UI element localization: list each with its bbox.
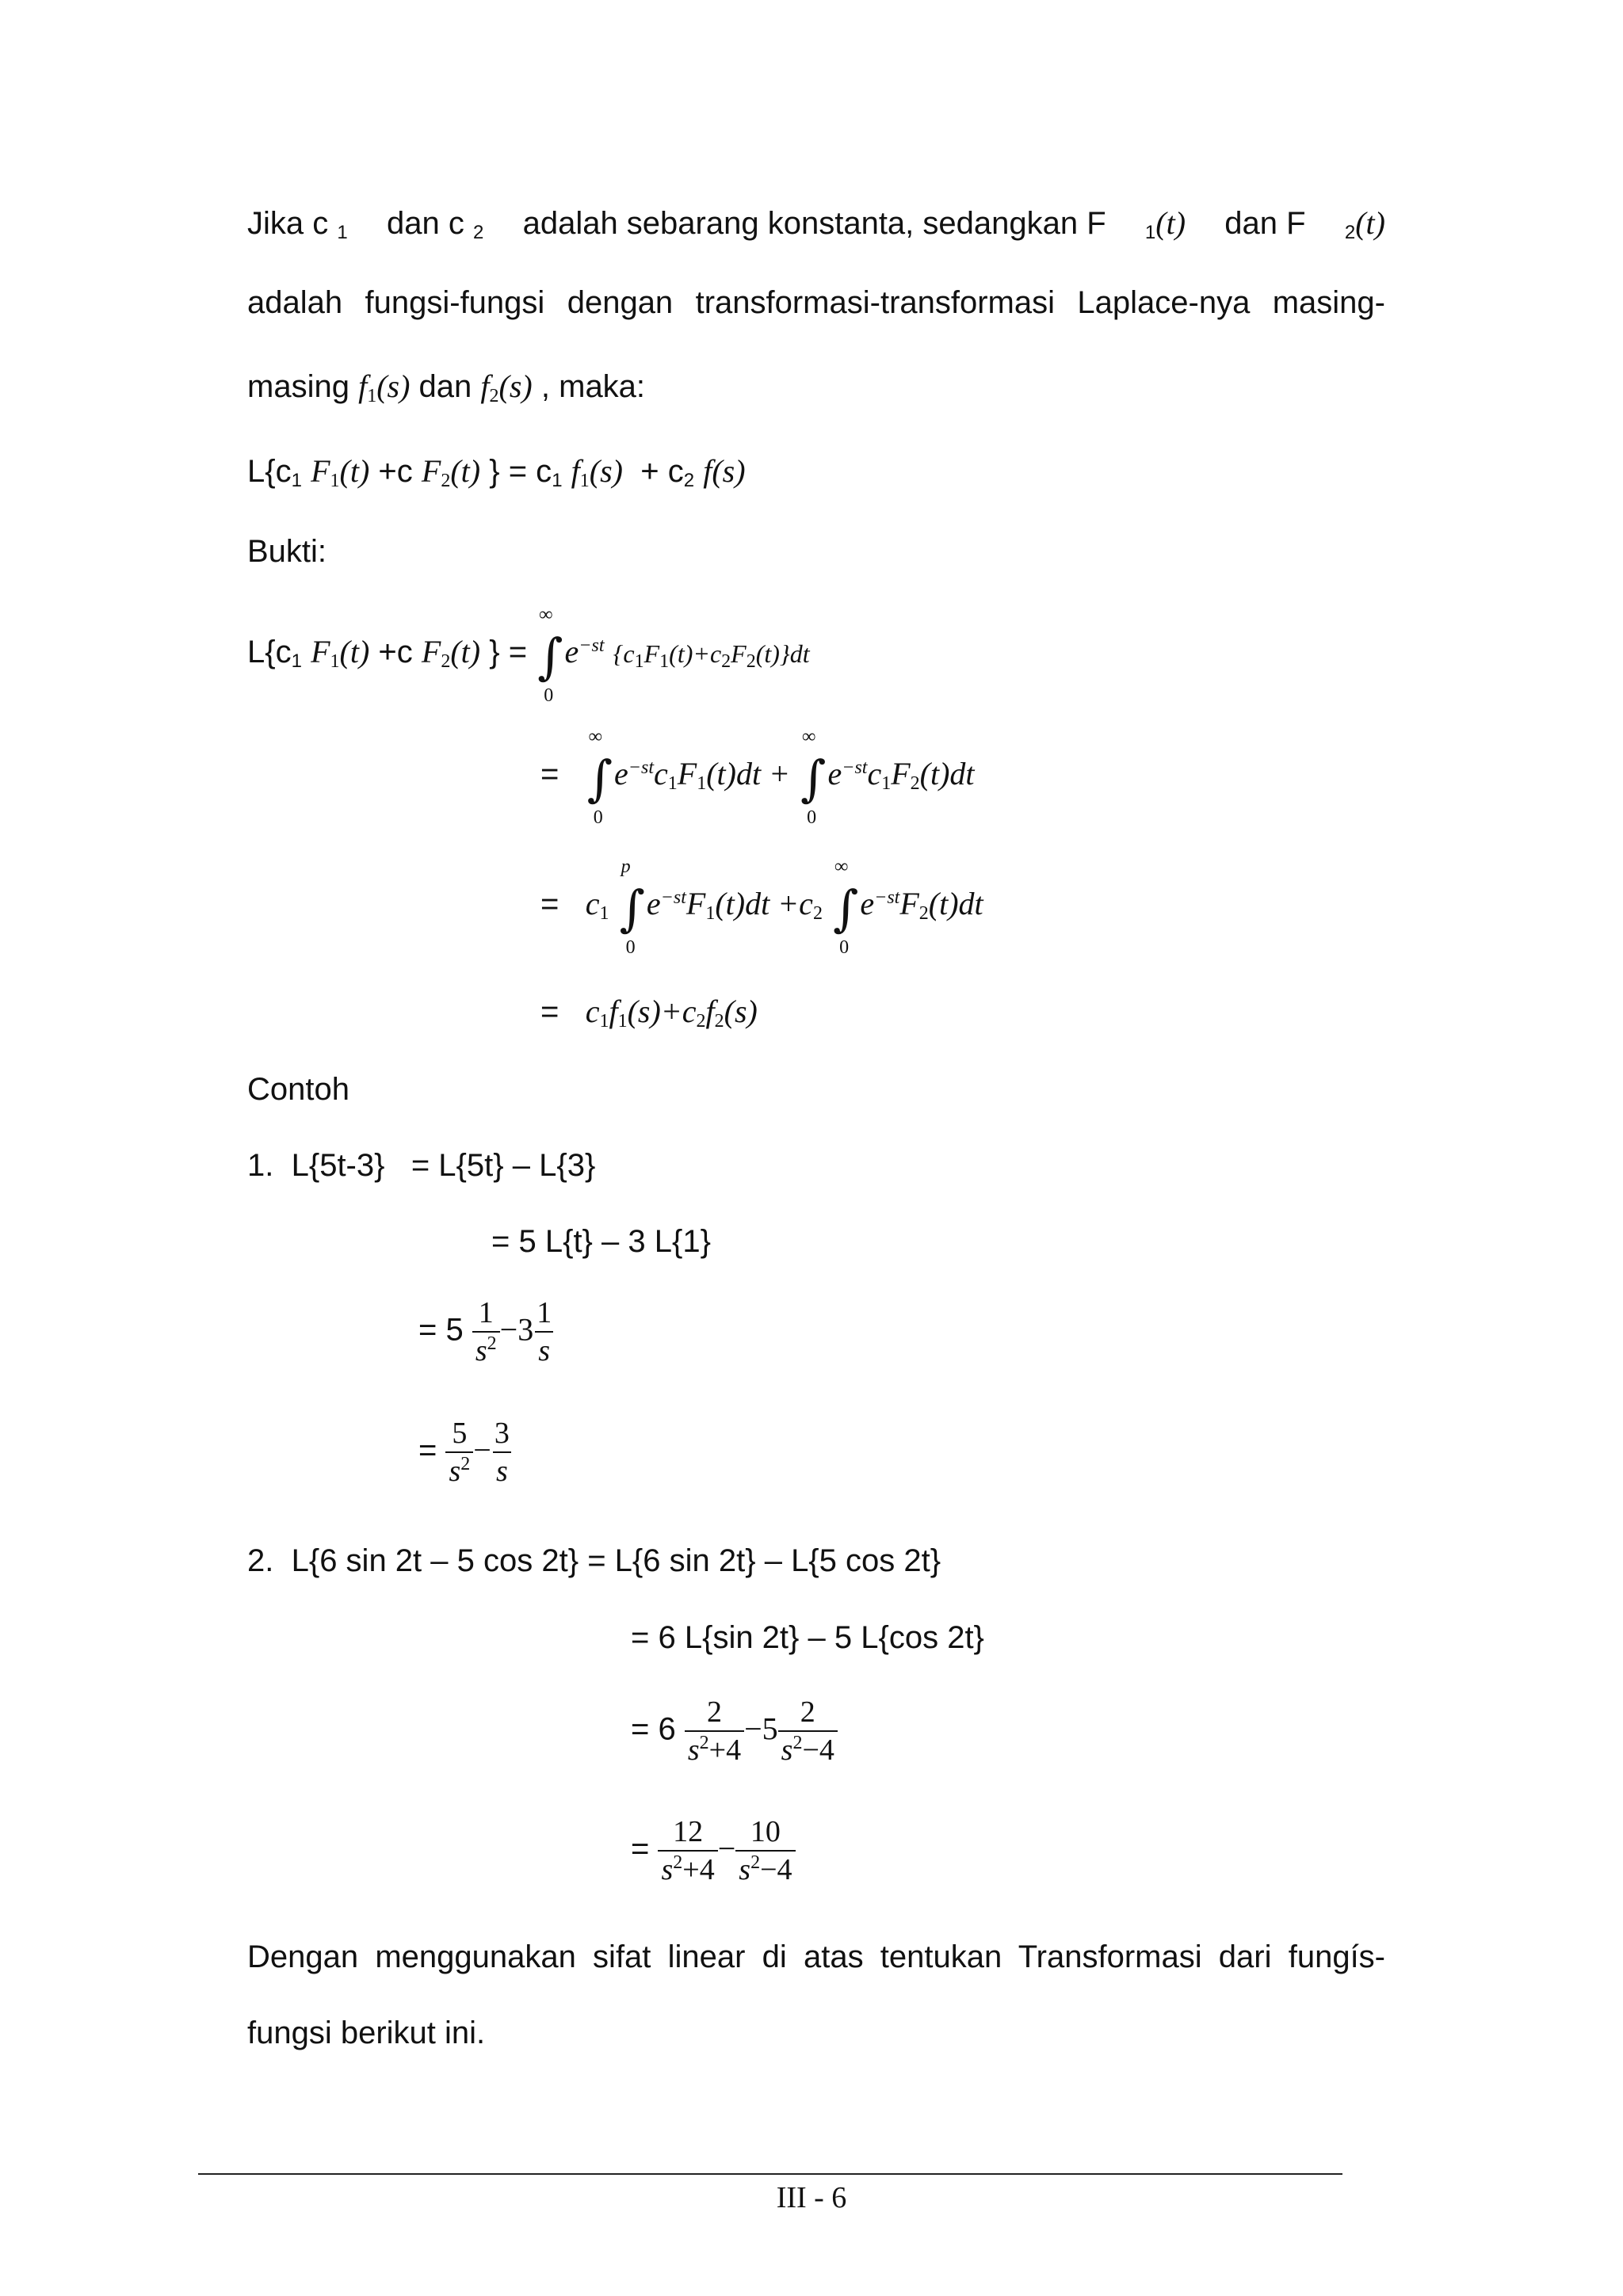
example2-line4: = $\frac{12}{s^2+4}$ − $\frac{10}{s^2-4}$ [631, 1817, 796, 1885]
closing-line1: Dengan menggunakan sifat linear di atas tentukan Transformasi dari fungís- [247, 1939, 1385, 1974]
proof-line1: L{c1 F1(t) +c F2(t) } = ∫ ∞ 0 $e^{-st}$ {c1F1(t)+c2F2(t)}dt [247, 605, 810, 706]
theorem-statement: L{c1 F1(t) +c F2(t) } = c1 f1(s) + c2 f(s) [247, 453, 746, 491]
integral-sign: ∫ ∞ 0 [800, 727, 827, 828]
example2-line3: = 6 $\frac{2}{s^2+4}$ −5 $\frac{2}{s^2-4}$ [631, 1697, 838, 1765]
integral-sign: ∫ p 0 [619, 856, 645, 958]
proof-line2: = ∫ ∞ 0 $e^{-st}c1F1(t)dt$ + ∫ ∞ 0 $e^{-st}c1F2(t)dt$ [540, 727, 975, 828]
paragraph1-line1: Jika c 1 dan c 2 adalah sebarang konstanta, sedangkan F 1(t) dan F 2(t) [247, 205, 1385, 243]
page-number: III - 6 [776, 2181, 847, 2214]
example1-line1: 1. L{5t-3} = L{5t} – L{3} [247, 1148, 596, 1183]
example2-line1: 2. L{6 sin 2t – 5 cos 2t} = L{6 sin 2t} – L{5 cos 2t} [247, 1543, 941, 1578]
integral-sign: ∫ ∞ 0 [586, 727, 613, 828]
footer-rule [198, 2173, 1342, 2175]
example2-line2: = 6 L{sin 2t} – 5 L{cos 2t} [631, 1620, 984, 1655]
example1-line2: = 5 L{t} – 3 L{1} [491, 1224, 711, 1259]
closing-line2: fungsi berikut ini. [247, 2016, 486, 2050]
paragraph1-line3: masing f1(s) dan f2(s) , maka: [247, 368, 646, 406]
integral-sign: ∫ ∞ 0 [537, 605, 563, 706]
example1-line4: = $\frac{5}{s^2}$ − $\frac{3}{s}$ [418, 1417, 510, 1488]
contoh-heading: Contoh [247, 1072, 349, 1107]
bukti-heading: Bukti: [247, 534, 327, 569]
proof-line4: = c1f1(s)+c2f2(s) [540, 994, 758, 1032]
integral-sign: ∫ ∞ 0 [833, 856, 859, 958]
proof-line3: = c1 ∫ p 0 $e^{-st}F1(t)dt +c2$ ∫ ∞ 0 $e^{-st}F2(t)dt$ [540, 856, 983, 958]
example1-line3: = 5 $\frac{1}{s^2}$ −3 $\frac{1}{s}$ [418, 1296, 552, 1367]
paragraph1-line2: adalah fungsi-fungsi dengan transformasi-transformasi Laplace-nya masing- [247, 285, 1385, 320]
